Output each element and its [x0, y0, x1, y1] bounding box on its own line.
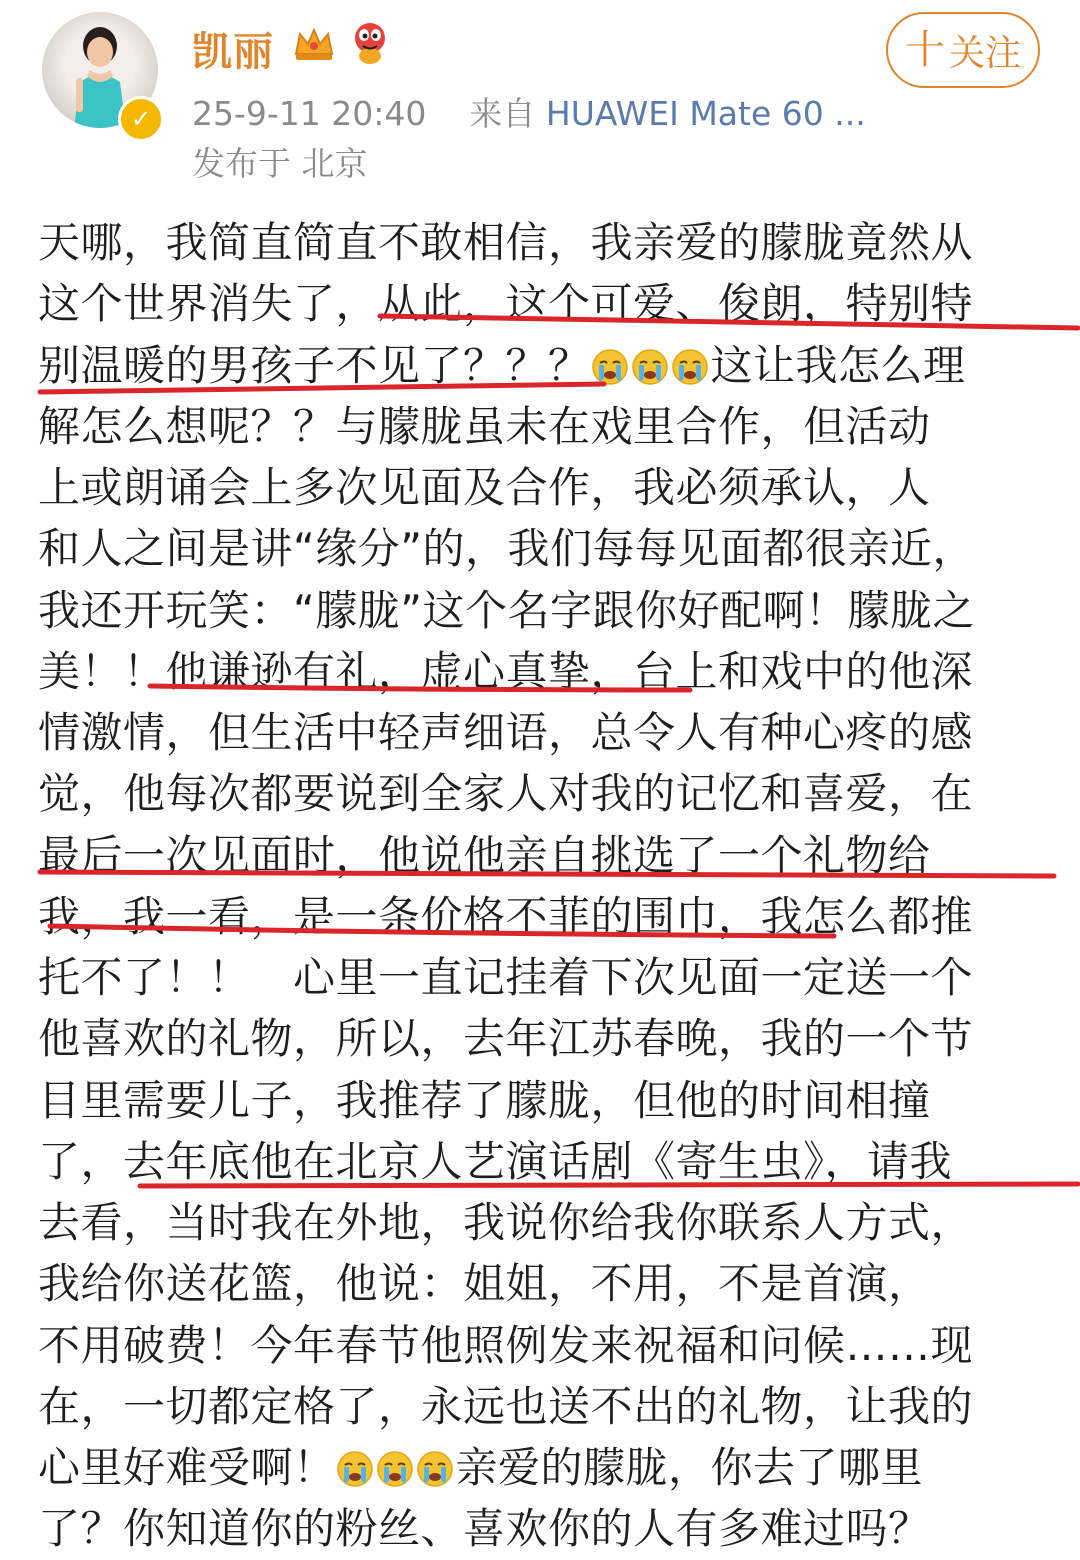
post-text: 解怎么想呢？？与朦胧虽未在戏里合作，但活动 — [38, 401, 931, 451]
post-text-line — [38, 580, 1048, 641]
post-text-line — [38, 1070, 1048, 1131]
post-body — [38, 212, 1048, 1560]
post-text: 亲爱的朦胧，你去了哪里 — [455, 1443, 924, 1492]
post-text: 去看，当时我在外地，我说你给我你联系人方式， — [38, 1198, 974, 1247]
post-text: 了？你知道你的粉丝、喜欢你的人有多难过吗？ — [38, 1504, 931, 1554]
post-text-line — [38, 1315, 1048, 1376]
user-name[interactable]: 凯丽 — [192, 29, 274, 75]
post-text-line — [38, 1131, 1048, 1192]
crying-emoji-icon — [376, 1450, 414, 1488]
post-header — [0, 0, 1080, 190]
post-text: 美！！他谦逊有礼，虚心真挚，台上和戏中的他深 — [38, 646, 974, 696]
plus-icon: 十 — [904, 27, 945, 73]
crying-emoji-icon — [631, 348, 669, 386]
post-text-line — [38, 396, 1048, 457]
post-text: 觉，他每次都要说到全家人对我的记忆和喜爱，在 — [38, 769, 974, 819]
post-text: 我还开玩笑：“朦胧”这个名字跟你好配啊！朦胧之 — [38, 585, 976, 635]
crying-emoji-icon — [591, 348, 629, 386]
post-text-line — [38, 1008, 1048, 1069]
post-text: 心里好难受啊！ — [38, 1443, 336, 1492]
post-text: 我给你送花篮，他说：姐姐，不用，不是首演， — [38, 1259, 931, 1309]
post-text-line — [38, 1192, 1048, 1253]
post-timestamp: 25-9-11 20:40 — [192, 94, 427, 133]
crying-emoji-icon — [416, 1450, 454, 1488]
post-text-line — [38, 641, 1048, 702]
crying-emoji-icon — [336, 1450, 374, 1488]
post-text: 了，去年底他在北京人艺演话剧《寄生虫》，请我 — [38, 1136, 953, 1186]
post-text: 这让我怎么理 — [710, 340, 966, 390]
post-meta — [192, 88, 866, 135]
post-text-line — [38, 825, 1048, 886]
post-text-line — [38, 886, 1048, 947]
post-text-line — [38, 702, 1048, 763]
verified-icon: ✓ — [118, 96, 164, 142]
post-text: 天哪，我简直简直不敢相信，我亲爱的朦胧竟然从 — [38, 218, 974, 267]
post-text: 上或朗诵会上多次见面及合作，我必须承认，人 — [38, 463, 931, 512]
device-source-link[interactable]: HUAWEI Mate 60 ... — [545, 94, 866, 133]
post-text: 最后一次见面时，他说他亲自挑选了一个礼物给 — [38, 830, 931, 880]
post-text: 他喜欢的礼物，所以，去年江苏春晚，我的一个节 — [38, 1014, 974, 1064]
post-location: 发布于 北京 — [192, 144, 368, 183]
post-text-line — [38, 1437, 1048, 1498]
post-text: 托不了！！ 心里一直记挂着下次见面一定送一个 — [38, 953, 974, 1002]
post-text: 我，我一看，是一条价格不菲的围巾，我怎么都推 — [38, 891, 974, 941]
post-text: 不用破费！今年春节他照例发来祝福和问候……现 — [38, 1320, 974, 1370]
post-text: 在，一切都定格了，永远也送不出的礼物，让我的 — [38, 1381, 974, 1431]
post-text-line — [38, 1253, 1048, 1314]
crying-emoji-icon — [671, 348, 709, 386]
post-text: 目里需要儿子，我推荐了朦胧，但他的时间相撞 — [38, 1075, 931, 1125]
post-text-line — [38, 212, 1048, 273]
post-text: 情激情，但生活中轻声细语，总令人有种心疼的感 — [38, 708, 974, 757]
follow-button-label: 关注 — [948, 32, 1021, 74]
post-text: 别温暖的男孩子不见了？？？ — [38, 340, 591, 390]
post-text-line — [38, 518, 1048, 579]
post-text-line — [38, 457, 1048, 518]
post-text: 和人之间是讲“缘分”的，我们每每见面都很亲近， — [38, 524, 976, 574]
post-text-line — [38, 947, 1048, 1008]
source-prefix: 来自 — [469, 94, 536, 133]
post-text: 这个世界消失了，从此，这个可爱、俊朗，特别特 — [38, 279, 974, 329]
post-text-line — [38, 763, 1048, 824]
post-text-line — [38, 1498, 1048, 1559]
follow-button[interactable] — [886, 12, 1040, 88]
post-text-line — [38, 1376, 1048, 1437]
crown-icon[interactable] — [292, 24, 336, 64]
post-text-line — [38, 273, 1048, 334]
mascot-icon[interactable] — [350, 20, 390, 66]
post-text-line — [38, 335, 1048, 396]
